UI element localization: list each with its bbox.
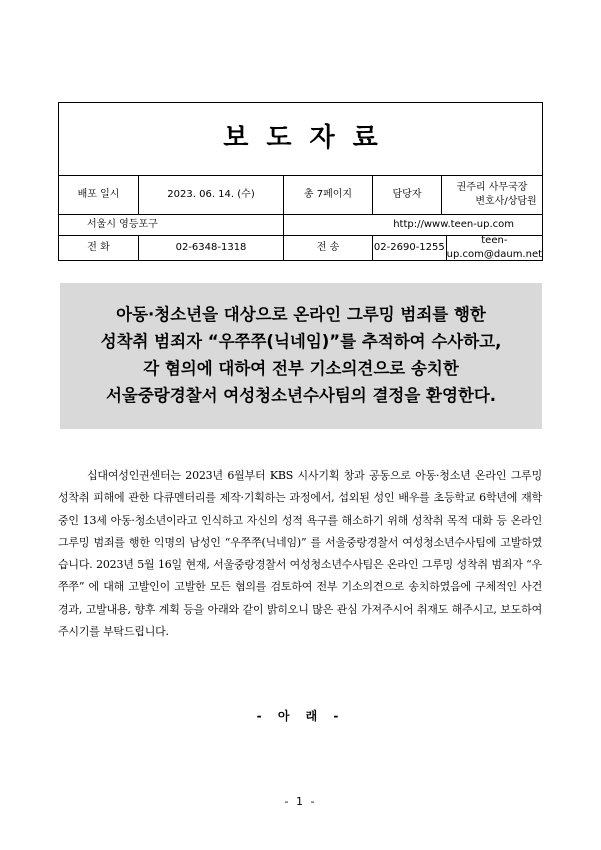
document-title: 보도자료 — [59, 103, 543, 176]
body-paragraph: 십대여성인권센터는 2023년 6월부터 KBS 시사기획 창과 공동으로 아동·청소년 온라인 그루밍 성착취 피해에 관한 다큐멘터리를 제작·기획하는 과정에서, 섭외된 성인 배우를 초등학교 6학년에 재학 중인 13세 아동·청소년이라고 인식하고 자신의 성적 욕구를 해소하기 위해 성착취 목적 대화 등 온라인 그루밍 범죄를 행한 익명의 남성인 “우쭈쭈(닉네임)” 를 서울중랑경찰서 여성청소년수사팀에 고발하였습니다. 2023년 5월 16일 현재, 서울중랑경찰서 여성청소년수사팀은 온라인 그루밍 성착취 범죄자 “우쭈쭈” 에 대해 고발인이 고발한 모든 혐의를 검토하여 전부 기소의견으로 송치하였음에 구체적인 사건 경과, 고발내용, 향후 계획 등을 아래와 같이 밝히오니 많은 관심 가져주시어 취재도 해주시고, 보도하여 주시기를 부탁드립니다. — [58, 469, 542, 639]
phone-label: 전 화 — [59, 236, 139, 261]
fax-and-email — [373, 236, 543, 261]
distribution-label: 배포 일시 — [59, 176, 139, 215]
contact-label: 담당자 — [373, 176, 442, 214]
headline-summary-box — [60, 283, 542, 429]
headline-line: 각 혐의에 대하여 전부 기소의견으로 송치한 — [143, 359, 459, 378]
address: 서울시 영등포구 — [59, 215, 284, 236]
email-address[interactable]: teen-up.com@daum.net — [446, 234, 543, 260]
contact-role: 변호사/상담원 — [475, 196, 537, 207]
press-release-header-table — [58, 102, 543, 261]
fax-label: 전 송 — [284, 236, 373, 261]
headline-line: 아동·청소년을 대상으로 온라인 그루밍 범죄를 행한 — [116, 305, 486, 324]
page-count: 총 7페이지 — [284, 176, 373, 215]
headline-line: 성착취 범죄자 “우쭈쭈(닉네임)”를 추적하여 수사하고, — [100, 332, 502, 351]
contact-name: 권주리 사무국장 — [456, 181, 528, 193]
page-number: - 1 - — [284, 795, 317, 808]
phone-number: 02-6348-1318 — [139, 236, 284, 261]
contact-info — [373, 176, 543, 215]
headline-line: 서울중랑경찰서 여성청소년수사팀의 결정을 환영한다. — [105, 386, 497, 405]
contact-person — [442, 176, 542, 214]
fax-number: 02-2690-1255 — [373, 236, 447, 260]
below-marker: - 아 래 - — [256, 709, 345, 723]
website-link[interactable]: http://www.teen-up.com — [284, 215, 543, 236]
distribution-date: 2023. 06. 14. (수) — [139, 176, 284, 215]
